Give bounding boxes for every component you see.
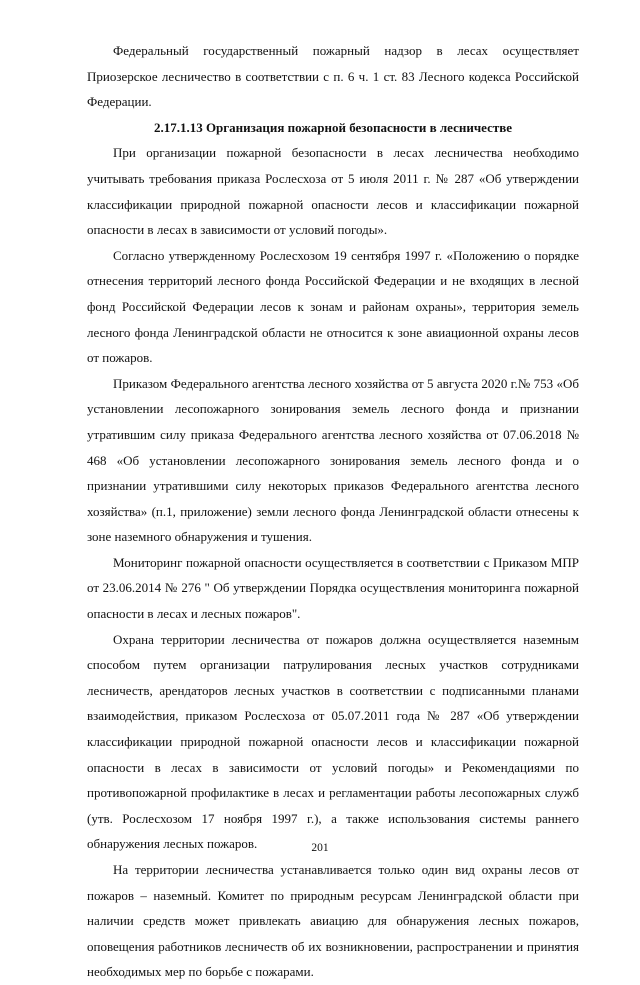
paragraph-monitoring: Мониторинг пожарной опасности осуществляется в соответствии с Приказом МПР от 23.06.2014 № 276 " Об утверждении Порядка осуществления мониторинга пожарной опасности в лесах и лесных пожаров". — [87, 554, 579, 622]
paragraph-fire-zoning-order: Приказом Федерального агентства лесного хозяйства от 5 августа 2020 г.№ 753 «Об установлении лесопожарного зонирования земель лесного фонда и признании утратившим силу приказа Федерального агентства лесного хозяйства от 07.06.2018 № 468 «Об установлении лесопожарного зонирования земель лесного фонда и о признании утратившими силу некоторых приказов Федерального агентства лесного хозяйства» (п.1, приложение) земли лесного фонда Ленинградской области отнесены к зоне наземного обнаружения и тушения. — [87, 375, 579, 545]
section-heading: 2.17.1.13 Организация пожарной безопасности в лесничестве — [153, 119, 513, 135]
paragraph-protection-type: На территории лесничества устанавливается только один вид охраны лесов от пожаров – наземный. Комитет по природным ресурсам Ленинградской области при наличии средств может привлекать авиацию для обнаружения лесных пожаров, оповещения работников лесничеств об их возникновении, распространении и принятия необходимых мер по борьбе с пожарами. — [87, 862, 579, 980]
paragraph-ground-protection: Охрана территории лесничества от пожаров должна осуществляется наземным способом путем организации патрулирования лесных участков сотрудниками лесничеств, арендаторов лесных участков в соответствии с подписанными планами взаимодействия, приказом Рослесхоза от 05.07.2011 года № 287 «Об утверждении классификации природной пожарной опасности лесов и классификации пожарной опасности в лесах в зависимости от условий погоды» и Рекомендациями по противопожарной профилактике в лесах и регламентации работы лесопожарных служб (утв. Рослесхозом 17 ноября 1997 г.), а также использования системы раннего обнаружения лесных пожаров. — [87, 631, 579, 852]
paragraph-protection-zones: Согласно утвержденному Рослесхозом 19 сентября 1997 г. «Положению о порядке отнесения территорий лесного фонда Российской Федерации и не входящих в лесной фонд Российской Федерации лесов к зонам и районам охраны», территория земель лесного фонда Ленинградской области не относится к зоне авиационной охраны лесов от пожаров. — [87, 247, 579, 366]
paragraph-weather-classification: При организации пожарной безопасности в лесах лесничества необходимо учитывать требования приказа Рослесхоза от 5 июля 2011 г. № 287 «Об утверждении классификации природной пожарной опасности лесов и классификации пожарной опасности в лесах в зависимости от условий погоды». — [87, 145, 579, 238]
intro-paragraph: Федеральный государственный пожарный надзор в лесах осуществляет Приозерское лесничество в соответствии с п. 6 ч. 1 ст. 83 Лесного кодекса Российской Федерации. — [87, 43, 579, 110]
page-number: 201 — [311, 842, 329, 854]
